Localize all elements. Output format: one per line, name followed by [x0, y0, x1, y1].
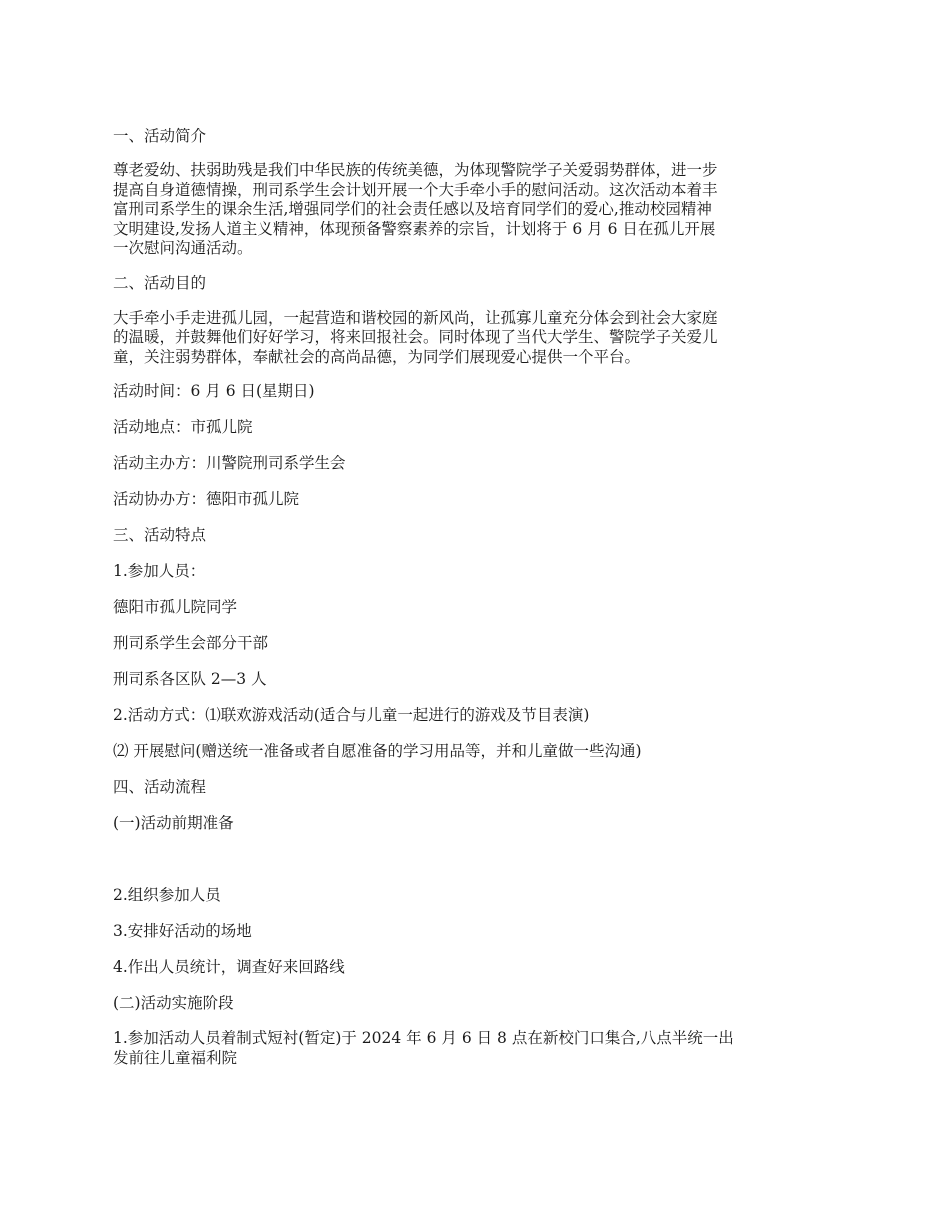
activity-place: 活动地点：市孤儿院 — [113, 418, 253, 436]
participant-item: 刑司系学生会部分干部 — [113, 634, 269, 652]
activity-mode-1: 2.活动方式：⑴联欢游戏活动(适合与儿童一起进行的游戏及节目表演) — [113, 706, 590, 724]
paragraph-line: 文明建设,发扬人道主义精神，体现预备警察素养的宗旨，计划将于 6 月 6 日在孤儿开展 — [113, 219, 716, 238]
participant-item: 刑司系各区队 2—3 人 — [113, 670, 267, 688]
document-page — [113, 124, 833, 1068]
prep-step-2: 2.组织参加人员 — [113, 886, 221, 904]
section-4-title: 四、活动流程 — [113, 778, 207, 796]
prep-step-4: 4.作出人员统计，调查好来回路线 — [113, 958, 345, 976]
paragraph-line: 尊老爱幼、扶弱助残是我们中华民族的传统美德，为体现警院学子关爱弱势群体，进一步 — [113, 161, 718, 179]
activity-time: 活动时间：6 月 6 日(星期日) — [113, 382, 315, 400]
paragraph-line: 提高自身道德情操，刑司系学生会计划开展一个大手牵小手的慰问活动。这次活动本着丰 — [113, 180, 718, 199]
implementation-step-1 — [113, 1029, 833, 1068]
paragraph-line: 富刑司系学生的课余生活,增强同学们的社会责任感以及培育同学们的爱心,推动校园精神 — [113, 200, 712, 218]
section-1-paragraph — [113, 161, 833, 259]
activity-cohost: 活动协办方：德阳市孤儿院 — [113, 490, 300, 508]
participant-item: 德阳市孤儿院同学 — [113, 598, 238, 616]
section-1-title: 一、活动简介 — [113, 127, 207, 145]
paragraph-line: 大手牵小手走进孤儿园，一起营造和谐校园的新风尚，让孤寡儿童充分体会到社会大家庭 — [113, 308, 718, 327]
activity-host: 活动主办方：川警院刑司系学生会 — [113, 454, 346, 472]
section-2-paragraph — [113, 309, 833, 368]
section-3-title: 三、活动特点 — [113, 526, 207, 544]
prep-step-3: 3.安排好活动的场地 — [113, 922, 252, 940]
participants-heading: 1.参加人员： — [113, 562, 206, 580]
paragraph-line: 一次慰问沟通活动。 — [113, 239, 253, 257]
paragraph-line: 发前往儿童福利院 — [113, 1048, 238, 1067]
subsection-prep: (一)活动前期准备 — [113, 814, 234, 832]
paragraph-line: 童，关注弱势群体，奉献社会的高尚品德，为同学们展现爱心提供一个平台。 — [113, 347, 641, 366]
paragraph-line: 1.参加活动人员着制式短衬(暂定)于 2024 年 6 月 6 日 8 点在新校门口集合,八点半统一出 — [113, 1029, 734, 1047]
paragraph-line: 的温暖，并鼓舞他们好好学习，将来回报社会。同时体现了当代大学生、警院学子关爱儿 — [113, 328, 718, 346]
subsection-implementation: (二)活动实施阶段 — [113, 994, 234, 1012]
section-2-title: 二、活动目的 — [113, 273, 207, 292]
activity-mode-2: ⑵ 开展慰问(赠送统一准备或者自愿准备的学习用品等，并和儿童做一些沟通) — [113, 742, 642, 760]
